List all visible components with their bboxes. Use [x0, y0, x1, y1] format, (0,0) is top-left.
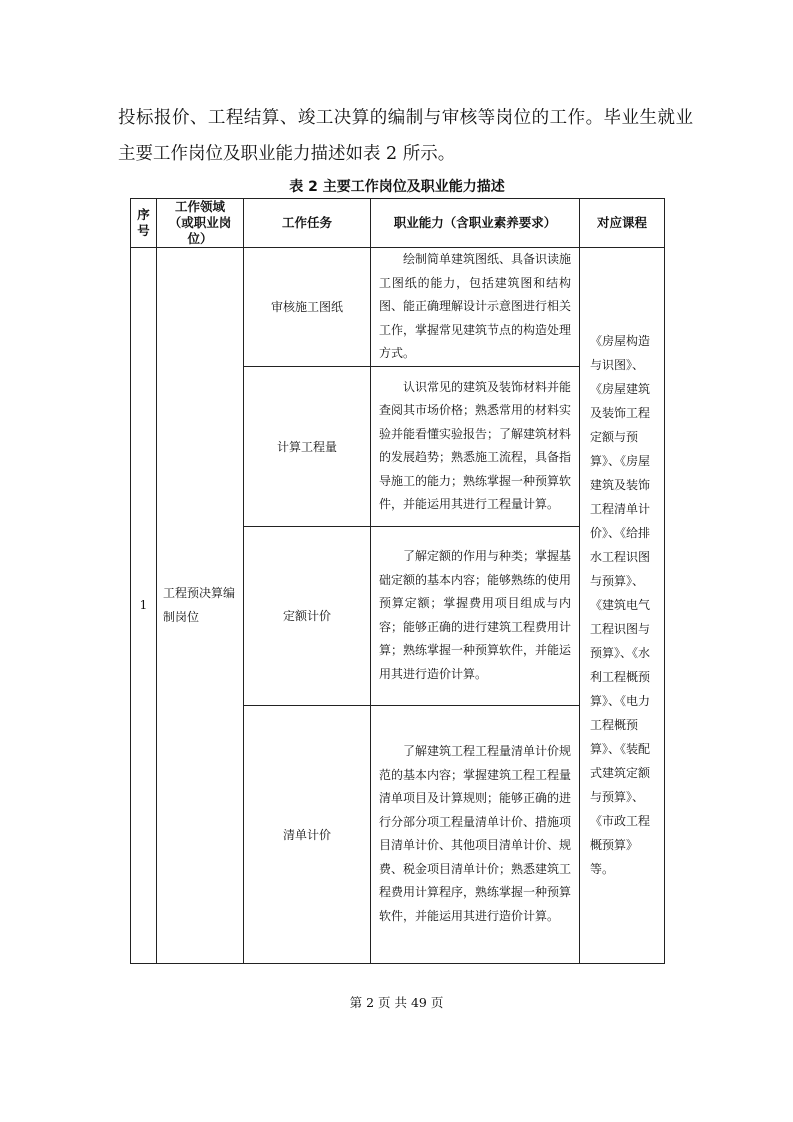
- courses-cell: 《房屋构造与识图》、《房屋建筑及装饰工程定额与预算》、《房屋建筑及装饰工程清单计价》、《给排水工程识图与预算》、《建筑电气工程识图与预算》、《水利工程概预算》、《电力工程概预算》、《装配式建筑定额与预算》、《市政工程概预算》等。: [580, 248, 665, 964]
- table-caption: 表 2 主要工作岗位及职业能力描述: [289, 179, 505, 195]
- ability-cell: [371, 366, 580, 526]
- header-field: 工作领域（或职业岗位）: [157, 199, 244, 248]
- row-number: 1: [131, 248, 157, 964]
- ability-cell: [371, 248, 580, 367]
- header-task: 工作任务: [244, 199, 371, 248]
- header-no: 序号: [131, 199, 157, 248]
- table-row: [131, 248, 665, 367]
- header-course: 对应课程: [580, 199, 665, 248]
- ability-text: 了解定额的作用与种类；掌握基础定额的基本内容；能够熟练的使用预算定额；掌握费用项目组成与内容；能够正确的进行建筑工程费用计算；熟练掌握一种预算软件，并能运用其进行造价计算。: [379, 549, 572, 681]
- ability-cell: [371, 526, 580, 705]
- intro-paragraph: 投标报价、工程结算、竣工决算的编制与审核等岗位的工作。毕业生就业主要工作岗位及职业能力描述如表 2 所示。: [118, 108, 693, 164]
- work-field: 工程预决算编制岗位: [157, 248, 244, 964]
- table-header-row: [131, 199, 665, 248]
- page-footer: 第 2 页 共 49 页: [349, 995, 444, 1010]
- task-cell: 清单计价: [244, 705, 371, 963]
- task-cell: 定额计价: [244, 526, 371, 705]
- ability-cell: [371, 705, 580, 963]
- task-cell: 计算工程量: [244, 366, 371, 526]
- task-cell: 审核施工图纸: [244, 248, 371, 367]
- header-ability: 职业能力（含职业素养要求）: [371, 199, 580, 248]
- ability-text: 认识常见的建筑及装饰材料并能查阅其市场价格；熟悉常用的材料实验并能看懂实验报告；了解建筑材料的发展趋势；熟悉施工流程，具备指导施工的能力；熟练掌握一种预算软件，并能运用其进行工程量计算。: [379, 379, 572, 511]
- ability-text: 了解建筑工程工程量清单计价规范的基本内容；掌握建筑工程工程量清单项目及计算规则；能够正确的进行分部分项工程量清单计价、措施项目清单计价、其他项目清单计价、规费、税金项目清单计价；熟悉建筑工程费用计算程序，熟练掌握一种预算软件，并能运用其进行造价计算。: [379, 744, 572, 923]
- job-ability-table: [130, 198, 665, 964]
- ability-text: 绘制简单建筑图纸、具备识读施工图纸的能力，包括建筑图和结构图、能正确理解设计示意图进行相关工作，掌握常见建筑节点的构造处理方式。: [379, 252, 572, 360]
